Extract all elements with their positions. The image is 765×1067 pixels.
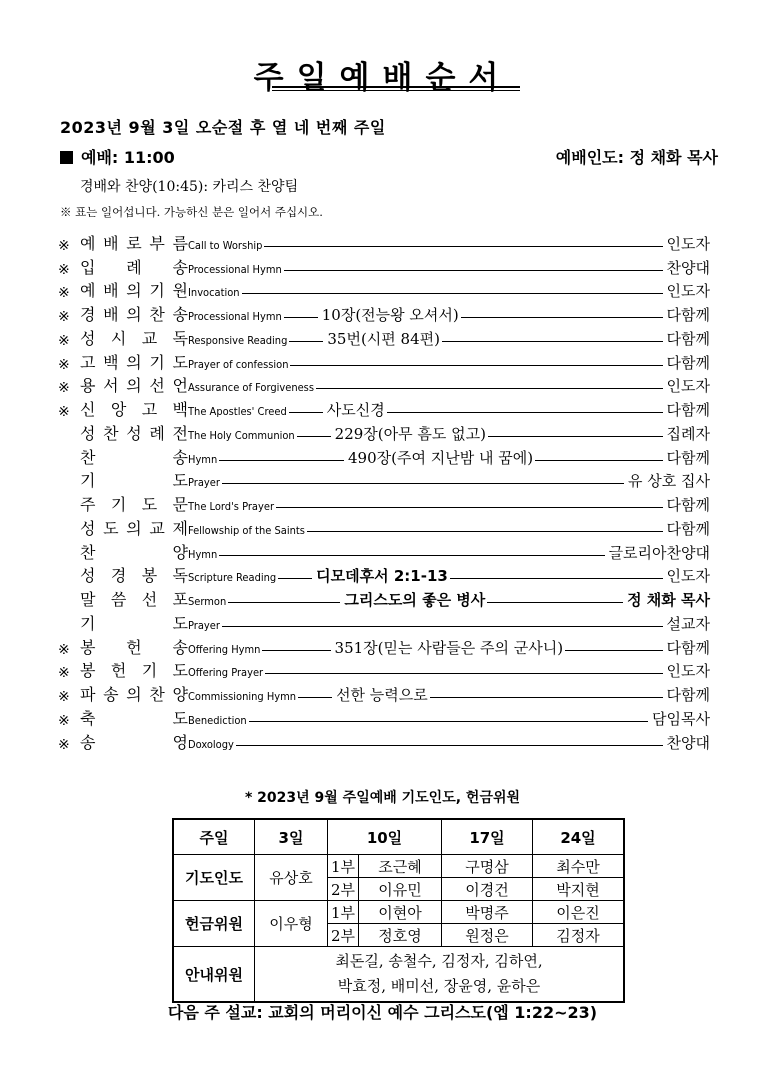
order-item-leader: 다함께 — [666, 496, 710, 514]
order-item-en: Scripture Reading — [188, 571, 277, 585]
order-item-detail: 선한 능력으로 — [336, 686, 428, 704]
order-item-en: Hymn — [188, 547, 218, 561]
order-row — [58, 658, 710, 682]
prayer-label: 기도인도 — [173, 855, 255, 901]
order-row — [58, 444, 710, 468]
order-row — [58, 681, 710, 705]
next-sermon: 다음 주 설교: 교회의 머리이신 예수 그리스도(엡 1:22~23) — [167, 1003, 598, 1022]
leader-line — [284, 270, 663, 271]
order-item-leader: 유 상호 집사 — [628, 472, 710, 491]
order-item-ko: 기 도 — [80, 471, 188, 491]
order-row — [58, 563, 710, 587]
order-item-detail: 35번(시편 84편) — [327, 329, 440, 348]
order-row — [58, 373, 710, 397]
order-item-en: Benediction — [188, 713, 247, 727]
order-row — [58, 254, 710, 278]
leader-line — [442, 341, 663, 342]
leader-line — [316, 388, 663, 389]
order-item-ko: 봉 헌 기 도 — [80, 661, 188, 681]
order-item-ko: 예 배 의 기 원 — [80, 281, 188, 301]
order-item-ko: 경 배 의 찬 송 — [80, 305, 188, 324]
order-of-worship — [58, 230, 710, 753]
roster-cell: 이현아 — [359, 901, 442, 924]
order-item-leader: 인도자 — [666, 234, 710, 253]
stand-mark-icon: ※ — [58, 404, 70, 420]
order-row — [58, 301, 710, 325]
order-row — [58, 586, 710, 610]
order-row — [58, 491, 710, 515]
order-item-en: Prayer — [188, 618, 220, 632]
leader-line — [297, 436, 331, 437]
leader-line — [430, 697, 663, 698]
roster-cell: 이경건 — [442, 878, 533, 901]
order-item-detail: 351장(믿는 사람들은 주의 군사니) — [334, 638, 564, 657]
order-item-leader: 담임목사 — [652, 709, 710, 728]
order-item-en: Offering Prayer — [188, 666, 264, 680]
roster-title: * 2023년 9월 주일예배 기도인도, 헌금위원 — [244, 790, 521, 806]
guide-names-line: 박효정, 배미선, 장윤영, 윤하은 — [337, 977, 541, 995]
order-item-ko: 송 영 — [80, 732, 188, 752]
service-date: 2023년 9월 3일 오순절 후 열 네 번째 주일 — [60, 118, 386, 137]
leader-line — [219, 460, 344, 461]
order-item-leader: 글로리아찬양대 — [608, 543, 710, 562]
roster-part: 2부 — [328, 924, 359, 947]
leader-line — [298, 697, 332, 698]
offering-label: 헌금위원 — [173, 901, 255, 947]
order-item-leader: 찬양대 — [666, 258, 710, 277]
order-item-en: Call to Worship — [188, 238, 263, 252]
title-underline — [272, 86, 520, 88]
leader-line — [565, 650, 662, 651]
order-row — [58, 278, 710, 302]
order-item-en: Prayer — [188, 476, 220, 490]
order-item-ko: 주 기 도 문 — [80, 495, 188, 514]
order-item-leader: 인도자 — [666, 662, 710, 681]
order-item-en: Commissioning Hymn — [188, 690, 297, 703]
square-bullet-icon — [60, 151, 73, 164]
roster-cell: 김정자 — [533, 924, 625, 947]
guide-names-line: 최돈길, 송철수, 김정자, 김하연, — [335, 952, 543, 970]
roster-cell: 조근혜 — [359, 855, 442, 878]
roster-part: 1부 — [328, 855, 359, 878]
leader-line — [228, 602, 340, 603]
order-row — [58, 468, 710, 492]
leader-line — [307, 531, 663, 532]
roster-cell: 박지현 — [533, 878, 625, 901]
roster-table — [172, 818, 625, 1003]
order-item-en: The Lord's Prayer — [188, 500, 275, 513]
order-item-leader: 다함께 — [666, 329, 710, 348]
order-item-leader: 다함께 — [666, 401, 710, 419]
page-title: 주일예배순서 — [253, 60, 512, 96]
order-row — [58, 539, 710, 563]
service-time: 예배: 11:00 — [60, 145, 175, 168]
roster-cell: 구명삼 — [442, 855, 533, 878]
order-item-en: Processional Hymn — [188, 262, 282, 276]
order-item-en: Prayer of confession — [188, 357, 289, 371]
leader-line — [276, 507, 663, 508]
stand-mark-icon: ※ — [58, 261, 70, 278]
guide-label: 안내위원 — [173, 947, 255, 1003]
leader-line — [290, 365, 662, 366]
order-row — [58, 396, 710, 420]
order-item-leader: 다함께 — [666, 448, 710, 467]
leader-line — [488, 436, 663, 437]
order-item-detail: 디모데후서 2:1-13 — [316, 567, 448, 586]
order-item-ko: 성 경 봉 독 — [80, 566, 188, 586]
roster-cell: 정호영 — [359, 924, 442, 947]
stand-mark-icon: ※ — [58, 736, 70, 753]
leader-line — [242, 293, 663, 294]
leader-line — [289, 412, 323, 413]
leader-line — [264, 246, 662, 247]
roster-cell: 이우형 — [255, 901, 328, 947]
order-item-leader: 다함께 — [666, 686, 710, 704]
order-item-leader: 인도자 — [666, 377, 710, 396]
stand-mark-icon: ※ — [58, 641, 70, 658]
leader-line — [219, 555, 604, 556]
roster-cell: 이은진 — [533, 901, 625, 924]
order-item-ko: 기 도 — [80, 613, 188, 633]
order-item-ko: 찬 양 — [80, 542, 188, 562]
guide-names — [255, 947, 625, 1003]
leader-line — [450, 578, 663, 579]
order-item-en: The Apostles' Creed — [188, 405, 287, 418]
order-item-ko: 봉 헌 송 — [80, 637, 188, 657]
order-item-detail: 10장(전능왕 오셔서) — [321, 306, 459, 324]
order-item-en: Assurance of Forgiveness — [188, 381, 314, 395]
order-item-en: The Holy Communion — [188, 428, 295, 442]
roster-header: 10일 — [328, 819, 442, 855]
roster-part: 1부 — [328, 901, 359, 924]
roster-cell: 박명주 — [442, 901, 533, 924]
order-row — [58, 420, 710, 444]
leader-line — [387, 412, 663, 413]
roster-header: 24일 — [533, 819, 625, 855]
order-row — [58, 230, 710, 254]
leader-line — [487, 602, 623, 603]
roster-header: 17일 — [442, 819, 533, 855]
order-item-detail: 그리스도의 좋은 병사 — [344, 591, 486, 609]
title-underline-thin — [272, 90, 520, 91]
order-item-ko: 입 례 송 — [80, 257, 188, 277]
leader-line — [278, 578, 312, 579]
leader-line — [249, 721, 648, 722]
leader-line — [265, 673, 662, 674]
roster-cell: 최수만 — [533, 855, 625, 878]
stand-mark-icon: ※ — [58, 380, 70, 397]
stand-mark-icon: ※ — [58, 665, 70, 682]
order-row — [58, 729, 710, 753]
leader-line — [222, 483, 624, 484]
order-item-en: Processional Hymn — [188, 310, 282, 323]
service-info — [60, 145, 718, 168]
order-row — [58, 705, 710, 729]
order-item-ko: 고 백 의 기 도 — [80, 352, 188, 372]
service-leader: 예배인도: 정 채화 목사 — [555, 148, 718, 167]
order-item-leader: 다함께 — [666, 519, 710, 538]
order-item-ko: 성 도 의 교 제 — [80, 518, 188, 538]
stand-mark-icon: ※ — [58, 309, 70, 325]
leader-line — [236, 745, 663, 746]
order-item-en: Offering Hymn — [188, 642, 261, 656]
order-row — [58, 349, 710, 373]
order-row — [58, 325, 710, 349]
order-item-en: Responsive Reading — [188, 333, 288, 347]
order-row — [58, 610, 710, 634]
stand-mark-icon: ※ — [58, 356, 70, 373]
roster-header: 3일 — [255, 819, 328, 855]
roster-part: 2부 — [328, 878, 359, 901]
praise-info: 경배와 찬양(10:45): 카리스 찬양팀 — [80, 179, 299, 195]
order-item-ko: 성 찬 성 례 전 — [80, 423, 188, 443]
stand-mark-icon: ※ — [58, 332, 70, 349]
order-item-leader: 다함께 — [666, 638, 710, 657]
leader-line — [222, 626, 663, 627]
order-item-ko: 찬 송 — [80, 447, 188, 467]
order-item-leader: 찬양대 — [666, 733, 710, 752]
order-item-en: Fellowship of the Saints — [188, 523, 305, 537]
order-row — [58, 515, 710, 539]
roster-cell: 유상호 — [255, 855, 328, 901]
order-item-detail: 사도신경 — [326, 401, 385, 419]
roster-header: 주일 — [173, 819, 255, 855]
order-item-ko: 파 송 의 찬 양 — [80, 685, 188, 704]
order-item-leader: 설교자 — [666, 614, 710, 633]
order-item-leader: 집례자 — [666, 424, 710, 443]
order-item-detail: 490장(주여 지난밤 내 꿈에) — [348, 448, 534, 467]
stand-mark-icon: ※ — [58, 237, 70, 254]
leader-line — [262, 650, 330, 651]
stand-mark-icon: ※ — [58, 689, 70, 705]
order-item-leader: 정 채화 목사 — [627, 591, 710, 609]
order-item-ko: 축 도 — [80, 708, 188, 728]
stand-mark-icon: ※ — [58, 712, 70, 729]
order-item-ko: 성 시 교 독 — [80, 328, 188, 348]
order-item-en: Hymn — [188, 452, 218, 466]
order-item-ko: 용 서 의 선 언 — [80, 376, 188, 396]
standing-note: ※ 표는 일어섭니다. 가능하신 분은 일어서 주십시오. — [60, 205, 323, 219]
roster-cell: 원정은 — [442, 924, 533, 947]
order-item-leader: 다함께 — [666, 353, 710, 372]
order-item-en: Doxology — [188, 737, 234, 751]
leader-line — [535, 460, 662, 461]
order-item-ko: 말 씀 선 포 — [80, 590, 188, 609]
order-item-ko: 예 배 로 부 름 — [80, 233, 188, 253]
order-item-leader: 다함께 — [666, 306, 710, 324]
leader-line — [289, 341, 323, 342]
leader-line — [284, 317, 318, 318]
order-item-en: Invocation — [188, 286, 240, 300]
order-item-en: Sermon — [188, 595, 227, 608]
stand-mark-icon: ※ — [58, 285, 70, 302]
order-row — [58, 634, 710, 658]
roster-cell: 이유민 — [359, 878, 442, 901]
order-item-ko: 신 앙 고 백 — [80, 400, 188, 419]
leader-line — [461, 317, 663, 318]
order-item-detail: 229장(아무 흠도 없고) — [334, 424, 486, 443]
order-item-leader: 인도자 — [666, 567, 710, 586]
order-item-leader: 인도자 — [666, 282, 710, 301]
